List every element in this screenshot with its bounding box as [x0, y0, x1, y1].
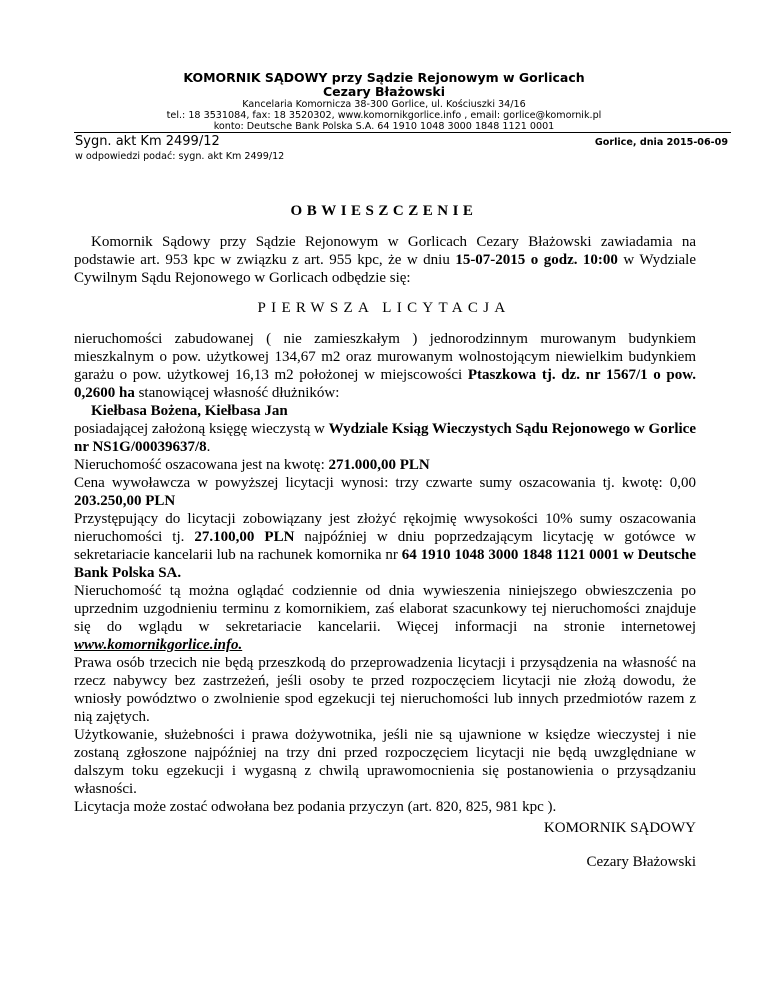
register-text: posiadającej założoną księgę wieczystą w: [74, 421, 329, 437]
valuation-text: Nieruchomość oszacowana jest na kwotę:: [74, 457, 329, 473]
usufruct-info: Użytkowanie, służebności i prawa dożywotnika, jeśli nie są ujawnione w księdze wieczystej i nie zostaną zgłoszone najpóźniej na trzy dni przed rozpoczęciem licytacji nie będą uwzględniane w dalszym toku egzekucji i wygasną z chwilą uprawomocnienia się postanowienia o przysądzaniu własności.: [74, 727, 696, 797]
case-reference: Sygn. akt Km 2499/12: [75, 134, 220, 149]
notice-subtitle: PIERWSZA LICYTACJA: [257, 300, 511, 316]
deposit-amount: 27.100,00 PLN: [194, 529, 295, 545]
valuation: [74, 456, 696, 474]
deposit-info: [74, 510, 696, 582]
intro-paragraph: [74, 233, 696, 287]
starting-price-text: Cena wywoławcza w powyższej licytacji wynosi: trzy czwarte sumy oszacowania tj. kwotę: 0,00: [74, 475, 696, 491]
letterhead-account: konto: Deutsche Bank Polska S.A. 64 1910 1048 3000 1848 1121 0001: [213, 121, 555, 132]
cancellation-info: Licytacja może zostać odwołana bez podania przyczyn (art. 820, 825, 981 kpc ).: [74, 799, 557, 815]
bank-account: 64 1910 1048 3000 1848 1121 0001 w Deutsche Bank Polska SA.: [74, 547, 697, 581]
signature-name: Cezary Błażowski: [586, 854, 696, 870]
property-plot: Ptaszkowa tj. dz. nr 1567/1 o pow. 0,2600 ha: [74, 367, 696, 401]
property-text: nieruchomości zabudowanej ( nie zamieszkałym ) jednorodzinnym murowanym budynkiem mieszkalnym o pow. użytkowej 134,67 m2 oraz murowanym wolnostojącym niewielkim budynkiem garażu o pow. użytkowej 16,13 m2 położonej w miejscowości: [74, 331, 696, 383]
notice-title: OBWIESZCZENIE: [290, 203, 478, 219]
valuation-amount: 271.000,00 PLN: [328, 457, 430, 473]
land-register: [74, 420, 696, 456]
deposit-text: Przystępujący do licytacji zobowiązany jest złożyć rękojmię wwysokości 10% sumy oszacowania nieruchomości tj.: [74, 511, 696, 545]
debtors: [74, 402, 696, 420]
letterhead-address: Kancelaria Komornicza 38-300 Gorlice, ul. Kościuszki 34/16: [242, 99, 526, 110]
letterhead-name: Cezary Błażowski: [322, 84, 446, 99]
viewing-info: [74, 582, 696, 654]
signature-role: KOMORNIK SĄDOWY: [543, 820, 696, 836]
document-date: Gorlice, dnia 2015-06-09: [594, 137, 728, 148]
register-number: Wydziale Ksiąg Wieczystych Sądu Rejonowego w Gorlice nr NS1G/00039637/8: [74, 421, 696, 455]
reply-reference: w odpowiedzi podać: sygn. akt Km 2499/12: [75, 151, 285, 162]
letterhead-divider: [74, 132, 731, 133]
starting-price-amount: 203.250,00 PLN: [74, 493, 176, 509]
notice-body: [74, 330, 696, 816]
property-description: [74, 330, 696, 402]
register-text-end: .: [206, 439, 211, 455]
intro-text-end: w Wydziale Cywilnym Sądu Rejonowego w Gorlicach odbędzie się:: [74, 252, 696, 286]
website-link[interactable]: www.komornikgorlice.info.: [74, 637, 243, 653]
intro-text: Komornik Sądowy przy Sądzie Rejonowym w Gorlicach Cezary Błażowski zawiadamia na podstawie art. 953 kpc w związku z art. 955 kpc, że w dniu: [74, 234, 696, 268]
debtors-names: Kiełbasa Bożena, Kiełbasa Jan: [91, 403, 288, 419]
letterhead-contact: tel.: 18 3531084, fax: 18 3520302, www.komornikgorlice.info , email: gorlice@komornik.pl: [166, 110, 602, 121]
third-party-rights: Prawa osób trzecich nie będą przeszkodą do przeprowadzenia licytacji i przysądzenia na własność na rzecz nabywcy bez zastrzeżeń, jeśli osoby te przed rozpoczęciem licytacji nie złożą dowodu, że wniosły powództwo o zwolnienie spod egzekucji tej nieruchomości lub innych przedmiotów razem z nią zajętych.: [74, 655, 696, 725]
property-text-end: stanowiącej własność dłużników:: [134, 385, 340, 401]
starting-price: [74, 474, 696, 510]
viewing-text: Nieruchomość tą można oglądać codziennie od dnia wywieszenia niniejszego obwieszczenia po uprzednim uzgodnieniu terminu z komornikiem, zaś elaborat szacunkowy tej nieruchomości znajduje się do wglądu w sekretariacie kancelarii. Więcej informacji na stronie internetowej: [74, 583, 696, 635]
letterhead-title: KOMORNIK SĄDOWY przy Sądzie Rejonowym w Gorlicach: [183, 70, 585, 85]
auction-datetime: 15-07-2015 o godz. 10:00: [455, 252, 618, 268]
deposit-text-mid: najpóźniej w dniu poprzedzającym licytację w gotówce w sekretariacie kancelarii lub na rachunek komornika nr: [74, 529, 696, 563]
